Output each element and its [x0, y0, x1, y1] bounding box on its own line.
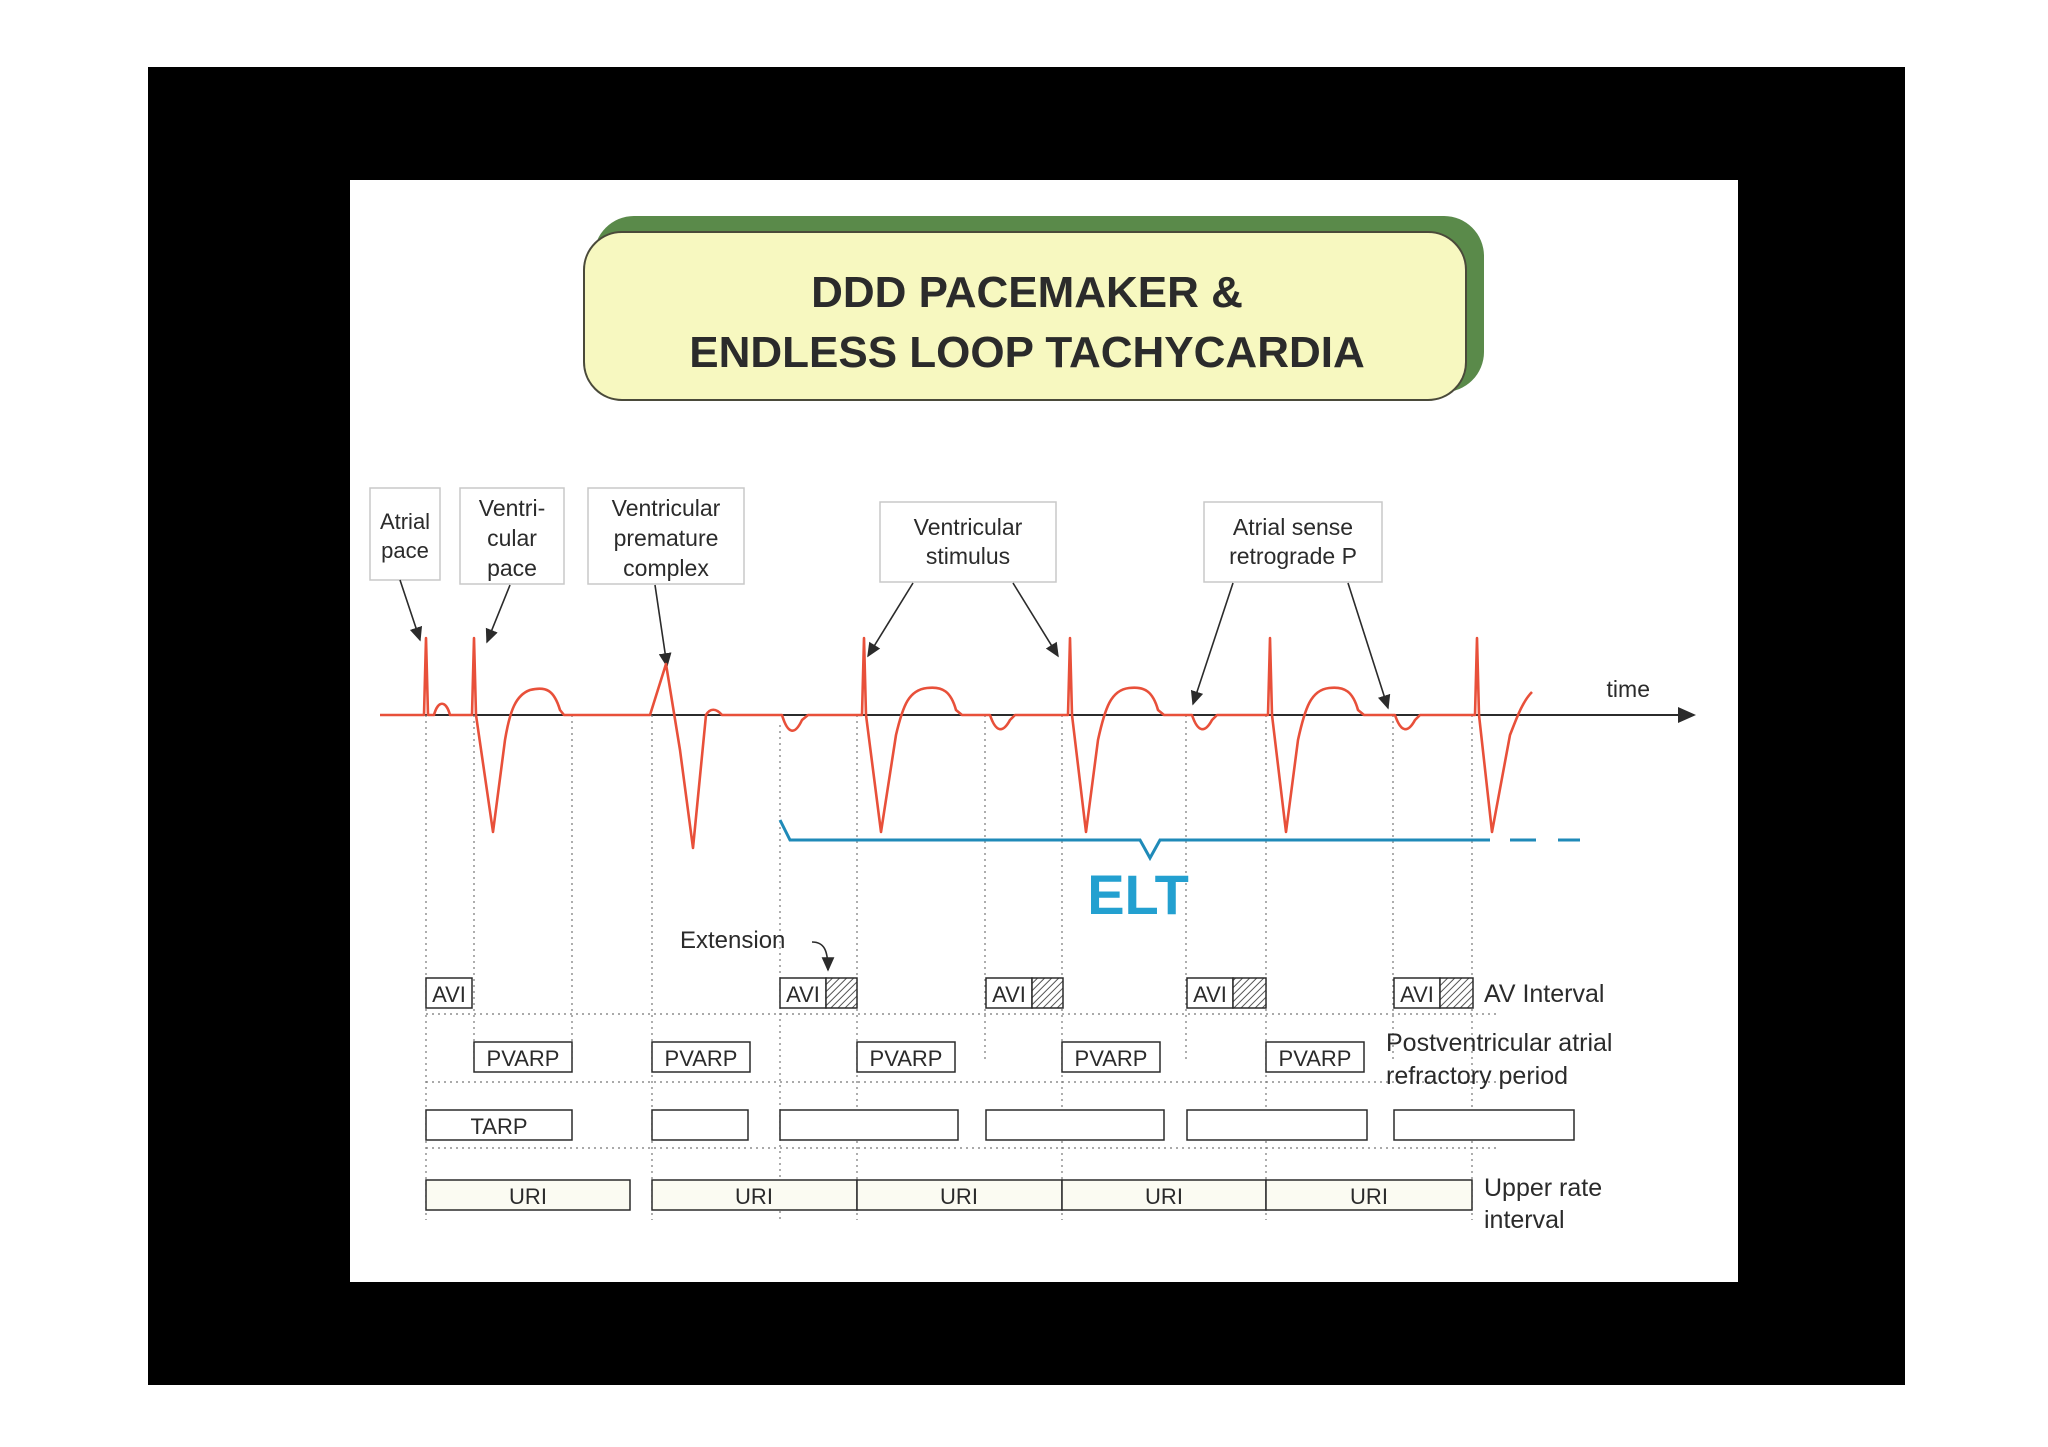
pvarp-legend-line-2: refractory period: [1386, 1062, 1569, 1090]
callout-ventricular-pace-line-1: Ventri-: [478, 495, 546, 521]
pvarp-box-label: PVARP: [664, 1046, 738, 1071]
extension-label: Extension: [680, 927, 786, 954]
uri-row: [426, 1174, 1602, 1234]
arrow-ventricular-pace: [487, 585, 510, 642]
tarp-box-label: TARP: [470, 1114, 528, 1139]
uri-box-label: URI: [509, 1184, 547, 1209]
callout-ventricular-stimulus: [880, 502, 1056, 582]
elt-bracket-line: [780, 820, 1490, 858]
avi-row: [426, 978, 1604, 1008]
callout-ventricular-pace-line-2: cular: [487, 525, 537, 551]
pvarp-box-label: PVARP: [1074, 1046, 1148, 1071]
elt-bracket: [780, 820, 1580, 926]
callout-atrial-sense-line-1: Atrial sense: [1232, 514, 1354, 540]
callout-arrows: [400, 580, 1388, 708]
callout-vpc-line-3: complex: [623, 555, 709, 581]
arrow-ventricular-stimulus-2: [1013, 583, 1058, 656]
arrow-atrial-sense-1: [1193, 583, 1233, 704]
uri-box-label: URI: [1350, 1184, 1388, 1209]
callout-ventricular-pace: [460, 488, 564, 584]
avi-box-label: AVI: [432, 982, 466, 1007]
callout-vpc-line-1: Ventricular: [611, 495, 721, 521]
pvarp-legend-line-1: Postventricular atrial: [1386, 1029, 1613, 1057]
arrow-atrial-pace: [400, 580, 420, 640]
title-box: [584, 216, 1484, 400]
callout-vpc-line-2: premature: [613, 525, 719, 551]
arrow-vpc: [655, 585, 667, 666]
uri-legend-line-1: Upper rate: [1484, 1174, 1603, 1202]
callout-atrial-pace: [370, 488, 440, 580]
pvarp-box-label: PVARP: [869, 1046, 943, 1071]
diagram-canvas: [350, 180, 1738, 1282]
title-line-1: DDD PACEMAKER &: [811, 268, 1243, 317]
diagram-svg: [350, 180, 1738, 1282]
uri-box-label: URI: [940, 1184, 978, 1209]
callout-ventricular-stimulus-line-2: stimulus: [925, 543, 1011, 569]
elt-label: ELT: [1087, 863, 1189, 926]
arrow-atrial-sense-2: [1348, 583, 1388, 708]
callout-atrial-pace-line-2: pace: [381, 538, 429, 563]
callout-ventricular-stimulus-line-1: Ventricular: [913, 514, 1023, 540]
avi-box-label: AVI: [992, 982, 1026, 1007]
pvarp-row: [474, 1029, 1612, 1090]
callout-atrial-sense-line-2: retrograde P: [1229, 543, 1357, 569]
callout-atrial-sense-retrograde-p: [1204, 502, 1382, 582]
tarp-row: [426, 1110, 1574, 1140]
arrow-ventricular-stimulus-1: [868, 583, 913, 656]
callout-ventricular-pace-line-3: pace: [487, 555, 537, 581]
time-axis-label: time: [1606, 676, 1650, 702]
title-line-2: ENDLESS LOOP TACHYCARDIA: [689, 328, 1365, 377]
avi-box-label: AVI: [1193, 982, 1227, 1007]
uri-legend-line-2: interval: [1484, 1206, 1565, 1234]
uri-box-label: URI: [1145, 1184, 1183, 1209]
extension-arrow: [812, 942, 828, 970]
vertical-guides: [426, 715, 1472, 1220]
avi-box-label: AVI: [786, 982, 820, 1007]
pvarp-box-label: PVARP: [1278, 1046, 1352, 1071]
callout-ventricular-premature-complex: [588, 488, 744, 584]
avi-legend: AV Interval: [1484, 980, 1605, 1008]
ecg-trace: [380, 638, 1532, 848]
callout-atrial-pace-line-1: Atrial: [379, 509, 431, 534]
avi-box-label: AVI: [1400, 982, 1434, 1007]
pvarp-box-label: PVARP: [486, 1046, 560, 1071]
uri-box-label: URI: [735, 1184, 773, 1209]
